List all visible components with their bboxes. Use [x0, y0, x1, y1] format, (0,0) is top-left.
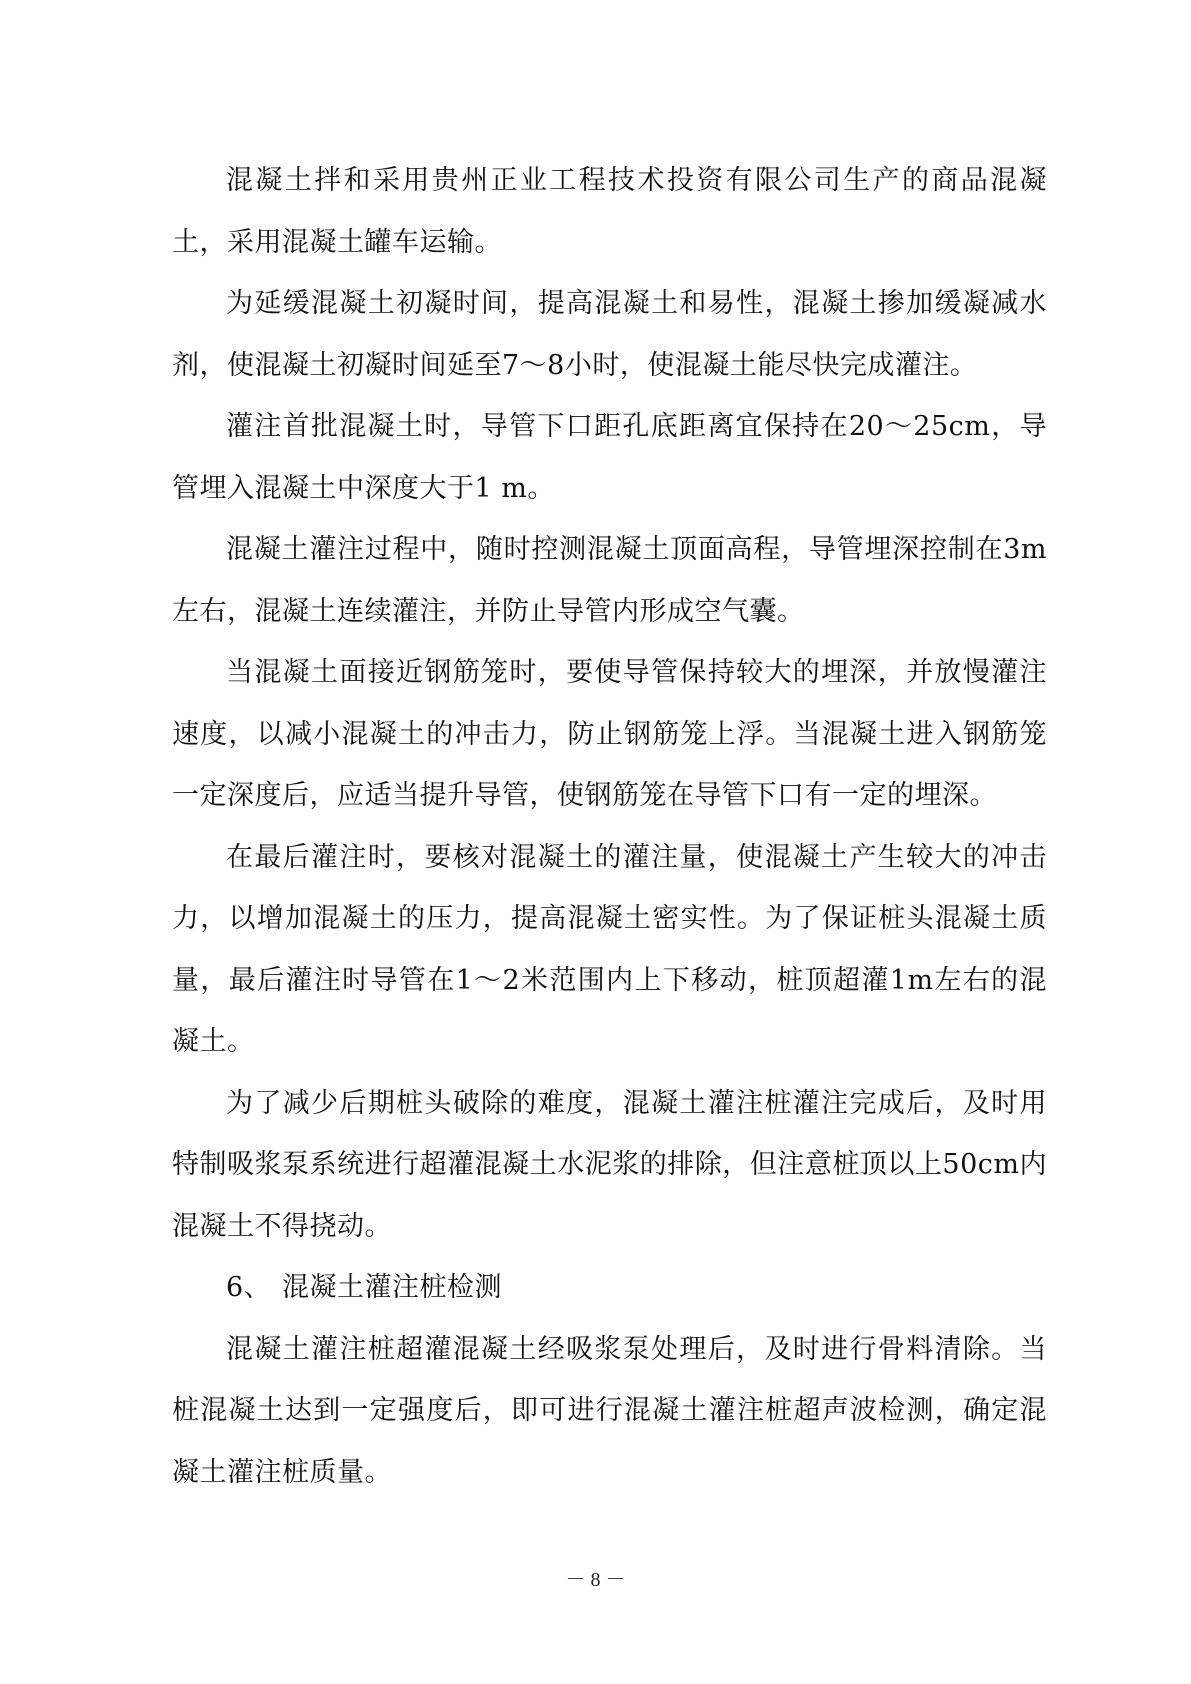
- paragraph-final-pour: 在最后灌注时，要核对混凝土的灌注量，使混凝土产生较大的冲击力，以增加混凝土的压力，提高混凝土密实性。为了保证桩头混凝土质量，最后灌注时导管在1～2米范围内上下移动，桩顶超灌1m左右的混凝土。: [172, 841, 1047, 1057]
- section-title: 混凝土灌注桩检测: [282, 1272, 502, 1303]
- paragraph-pile-testing: 混凝土灌注桩超灌混凝土经吸浆泵处理后，及时进行骨料清除。当桩混凝土达到一定强度后，即可进行混凝土灌注桩超声波检测，确定混凝土灌注桩质量。: [172, 1333, 1047, 1488]
- paragraph-retarder: 为延缓混凝土初凝时间，提高混凝土和易性，混凝土掺加缓凝减水剂，使混凝土初凝时间延至7～8小时，使混凝土能尽快完成灌注。: [172, 288, 1047, 381]
- paragraph-pouring-process: 混凝土灌注过程中，随时控测混凝土顶面高程，导管埋深控制在3m左右，混凝土连续灌注，并防止导管内形成空气囊。: [172, 534, 1047, 627]
- page-body: [172, 150, 1047, 1503]
- page-number: － 8 －: [565, 1569, 626, 1591]
- paragraph-rebar-cage: 当混凝土面接近钢筋笼时，要使导管保持较大的埋深，并放慢灌注速度，以减小混凝土的冲击力，防止钢筋笼上浮。当混凝土进入钢筋笼一定深度后，应适当提升导管，使钢筋笼在导管下口有一定的埋深。: [172, 657, 1047, 811]
- paragraph-slurry-removal: 为了减少后期桩头破除的难度，混凝土灌注桩灌注完成后，及时用特制吸浆泵系统进行超灌混凝土水泥浆的排除，但注意桩顶以上50cm内混凝土不得挠动。: [172, 1087, 1047, 1242]
- section-number: 6、: [226, 1272, 272, 1303]
- paragraph-first-pour: 灌注首批混凝土时，导管下口距孔底距离宜保持在20～25cm，导管埋入混凝土中深度大于1 m。: [172, 411, 1047, 504]
- section-heading: [172, 1257, 1047, 1319]
- paragraph-concrete-mixing: 混凝土拌和采用贵州正业工程技术投资有限公司生产的商品混凝土，采用混凝土罐车运输。: [172, 165, 1047, 258]
